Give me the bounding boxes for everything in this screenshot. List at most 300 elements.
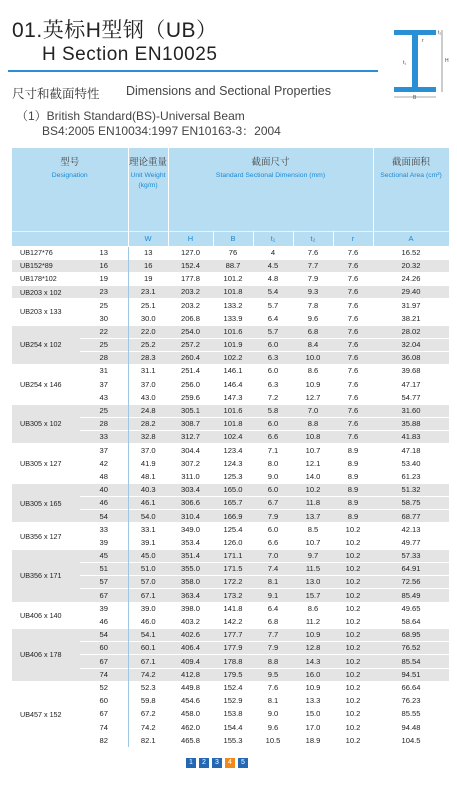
weight-code-cell: 28 [80,352,128,365]
value-cell: 8.1 [253,694,293,707]
value-cell: 10.2 [333,642,373,655]
value-cell: 206.8 [168,312,213,325]
value-cell: 37.0 [128,444,168,457]
value-cell: 7.6 [253,681,293,694]
value-cell: 403.2 [168,615,213,628]
weight-code-cell: 39 [80,536,128,549]
value-cell: 7.6 [333,272,373,285]
value-cell: 52.3 [128,681,168,694]
value-cell: 101.8 [213,417,253,430]
value-cell: 7.1 [253,444,293,457]
value-cell: 5.8 [253,404,293,417]
value-cell: 59.8 [128,694,168,707]
weight-code-cell: 23 [80,286,128,299]
symbol-cell: t₁ [253,231,293,246]
table-row [12,272,449,285]
props-en: Dimensions and Sectional Properties [126,84,331,98]
value-cell: 10.2 [333,655,373,668]
value-cell: 35.88 [373,417,449,430]
value-cell: 7.0 [293,404,333,417]
value-cell: 40.3 [128,483,168,496]
value-cell: 28.02 [373,325,449,338]
weight-code-cell: 31 [80,365,128,378]
value-cell: 51.0 [128,563,168,576]
value-cell: 311.0 [168,470,213,483]
value-cell: 7.8 [293,299,333,312]
value-cell: 76 [213,246,253,259]
value-cell: 12.8 [293,642,333,655]
value-cell: 13.7 [293,510,333,523]
value-cell: 39.0 [128,602,168,615]
value-cell: 412.8 [168,668,213,681]
value-cell: 85.55 [373,708,449,721]
weight-code-cell: 25 [80,299,128,312]
table-row [12,365,449,378]
value-cell: 10.2 [333,615,373,628]
value-cell: 10.2 [333,694,373,707]
value-cell: 76.52 [373,642,449,655]
value-cell: 4.5 [253,259,293,272]
value-cell: 349.0 [168,523,213,536]
table-row [12,299,449,312]
value-cell: 7.9 [253,510,293,523]
value-cell: 22.0 [128,325,168,338]
value-cell: 10.2 [333,708,373,721]
weight-code-cell: 74 [80,668,128,681]
value-cell: 152.4 [168,259,213,272]
value-cell: 15.0 [293,708,333,721]
value-cell: 8.0 [253,457,293,470]
value-cell: 7.6 [333,259,373,272]
web [412,35,418,87]
value-cell: 465.8 [168,734,213,747]
value-cell: 9.1 [253,589,293,602]
page-button-2[interactable]: 2 [199,758,209,768]
designation-cell: UB356 x 171 [12,549,80,602]
symbol-cell: H [168,231,213,246]
value-cell: 14.3 [293,655,333,668]
weight-code-cell: 30 [80,312,128,325]
value-cell: 61.23 [373,470,449,483]
weight-code-cell: 45 [80,549,128,562]
value-cell: 146.1 [213,365,253,378]
value-cell: 10.0 [293,352,333,365]
value-cell: 7.6 [333,286,373,299]
value-cell: 8.9 [333,457,373,470]
value-cell: 7.6 [293,246,333,259]
value-cell: 102.2 [213,352,253,365]
value-cell: 32.8 [128,431,168,444]
value-cell: 25.2 [128,338,168,351]
value-cell: 351.4 [168,549,213,562]
value-cell: 82.1 [128,734,168,747]
value-cell: 54.77 [373,391,449,404]
value-cell: 54.0 [128,510,168,523]
value-cell: 38.21 [373,312,449,325]
value-cell: 402.6 [168,628,213,641]
value-cell: 152.9 [213,694,253,707]
value-cell: 306.6 [168,497,213,510]
designation-cell: UB305 x 165 [12,483,80,523]
value-cell: 124.3 [213,457,253,470]
value-cell: 10.2 [333,523,373,536]
weight-code-cell: 52 [80,681,128,694]
value-cell: 9.0 [253,470,293,483]
table-row [12,628,449,641]
value-cell: 6.6 [253,536,293,549]
section-table [12,148,450,747]
value-cell: 33.1 [128,523,168,536]
value-cell: 47.17 [373,378,449,391]
value-cell: 307.2 [168,457,213,470]
value-cell: 31.97 [373,299,449,312]
table-row [12,286,449,299]
value-cell: 166.9 [213,510,253,523]
value-cell: 257.2 [168,338,213,351]
symbol-cell: t₂ [293,231,333,246]
value-cell: 85.49 [373,589,449,602]
designation-cell: UB203 x 102 [12,286,80,299]
value-cell: 36.08 [373,352,449,365]
bottom-flange [394,87,436,92]
value-cell: 178.8 [213,655,253,668]
value-cell: 8.4 [293,338,333,351]
value-cell: 11.8 [293,497,333,510]
value-cell: 16.52 [373,246,449,259]
designation-cell: UB127*76 [12,246,80,259]
weight-code-cell: 67 [80,589,128,602]
value-cell: 303.4 [168,483,213,496]
value-cell: 10.9 [293,628,333,641]
value-cell: 10.7 [293,444,333,457]
value-cell: 9.3 [293,286,333,299]
weight-code-cell: 42 [80,457,128,470]
value-cell: 254.0 [168,325,213,338]
designation-cell: UB305 x 102 [12,404,80,444]
value-cell: 8.5 [293,523,333,536]
value-cell: 66.64 [373,681,449,694]
page-button-4[interactable]: 4 [225,758,235,768]
value-cell: 12.7 [293,391,333,404]
value-cell: 29.40 [373,286,449,299]
table-row [12,602,449,615]
value-cell: 10.9 [293,681,333,694]
value-cell: 9.6 [253,721,293,734]
value-cell: 53.40 [373,457,449,470]
value-cell: 177.8 [168,272,213,285]
value-cell: 125.4 [213,523,253,536]
value-cell: 6.6 [253,431,293,444]
value-cell: 398.0 [168,602,213,615]
value-cell: 147.3 [213,391,253,404]
value-cell: 10.8 [293,431,333,444]
designation-cell: UB254 x 146 [12,365,80,405]
value-cell: 4.8 [253,272,293,285]
value-cell: 171.5 [213,563,253,576]
value-cell: 308.7 [168,417,213,430]
value-cell: 41.9 [128,457,168,470]
value-cell: 30.0 [128,312,168,325]
value-cell: 16.0 [293,668,333,681]
value-cell: 101.6 [213,325,253,338]
table-row [12,549,449,562]
symbol-cell: W [128,231,168,246]
weight-code-cell: 33 [80,431,128,444]
value-cell: 312.7 [168,431,213,444]
value-cell: 4 [253,246,293,259]
value-cell: 363.4 [168,589,213,602]
value-cell: 5.4 [253,286,293,299]
weight-code-cell: 37 [80,378,128,391]
value-cell: 58.75 [373,497,449,510]
value-cell: 24.8 [128,404,168,417]
value-cell: 6.4 [253,312,293,325]
value-cell: 10.2 [333,563,373,576]
page-pager [186,758,248,769]
value-cell: 7.6 [333,378,373,391]
value-cell: 152.4 [213,681,253,694]
h-section-diagram [390,22,452,100]
value-cell: 101.8 [213,286,253,299]
value-cell: 8.9 [333,510,373,523]
value-cell: 39.1 [128,536,168,549]
props-zh: 尺寸和截面特性 [12,87,100,101]
value-cell: 10.2 [333,589,373,602]
value-cell: 177.7 [213,628,253,641]
table-row [12,444,449,457]
designation-cell: UB406 x 178 [12,628,80,681]
value-cell: 355.0 [168,563,213,576]
weight-code-cell: 51 [80,563,128,576]
weight-code-cell: 19 [80,272,128,285]
value-cell: 101.2 [213,272,253,285]
value-cell: 10.2 [333,721,373,734]
value-cell: 353.4 [168,536,213,549]
value-cell: 123.4 [213,444,253,457]
value-cell: 7.6 [333,246,373,259]
top-flange [394,30,436,35]
symbol-cell: B [213,231,253,246]
value-cell: 10.2 [333,681,373,694]
value-cell: 133.2 [213,299,253,312]
weight-code-cell: 67 [80,655,128,668]
value-cell: 203.2 [168,299,213,312]
dim-r-label: r [422,38,424,44]
value-cell: 154.4 [213,721,253,734]
dim-t1-label: t₁ [403,60,407,66]
value-cell: 7.6 [333,338,373,351]
value-cell: 155.3 [213,734,253,747]
value-cell: 16 [128,259,168,272]
value-cell: 7.6 [333,417,373,430]
designation-cell: UB254 x 102 [12,325,80,365]
symbol-cell: r [333,231,373,246]
value-cell: 39.68 [373,365,449,378]
symbol-cell: A [373,231,449,246]
header-area: 截面面积 Sectional Area (cm²) [373,148,449,231]
value-cell: 146.4 [213,378,253,391]
value-cell: 7.7 [293,259,333,272]
value-cell: 171.1 [213,549,253,562]
value-cell: 37.0 [128,378,168,391]
value-cell: 6.7 [253,497,293,510]
value-cell: 10.2 [333,536,373,549]
value-cell: 24.26 [373,272,449,285]
weight-code-cell: 60 [80,642,128,655]
value-cell: 31.1 [128,365,168,378]
value-cell: 10.2 [333,549,373,562]
weight-code-cell: 43 [80,391,128,404]
weight-code-cell: 60 [80,694,128,707]
value-cell: 57.33 [373,549,449,562]
value-cell: 153.8 [213,708,253,721]
value-cell: 7.4 [253,563,293,576]
value-cell: 7.9 [253,642,293,655]
value-cell: 6.0 [253,483,293,496]
value-cell: 6.0 [253,417,293,430]
value-cell: 8.6 [293,602,333,615]
symbol-designation [12,231,128,246]
value-cell: 57.0 [128,576,168,589]
title-rule [8,70,378,72]
value-cell: 406.4 [168,642,213,655]
value-cell: 42.13 [373,523,449,536]
table-row [12,523,449,536]
table-row [12,246,449,259]
value-cell: 11.5 [293,563,333,576]
value-cell: 41.83 [373,431,449,444]
value-cell: 10.2 [333,576,373,589]
title-zh: 01.英标H型钢（UB） [12,19,218,42]
value-cell: 449.8 [168,681,213,694]
value-cell: 67.2 [128,708,168,721]
value-cell: 46.0 [128,615,168,628]
value-cell: 51.32 [373,483,449,496]
value-cell: 142.2 [213,615,253,628]
value-cell: 9.7 [293,549,333,562]
table-header [12,148,449,231]
value-cell: 74.2 [128,721,168,734]
value-cell: 49.65 [373,602,449,615]
value-cell: 256.0 [168,378,213,391]
page-button-5[interactable]: 5 [238,758,248,768]
value-cell: 260.4 [168,352,213,365]
designation-cell: UB356 x 127 [12,523,80,549]
value-cell: 133.9 [213,312,253,325]
value-cell: 101.9 [213,338,253,351]
weight-code-cell: 54 [80,628,128,641]
value-cell: 9.0 [253,708,293,721]
value-cell: 7.6 [333,325,373,338]
value-cell: 68.95 [373,628,449,641]
designation-cell: UB457 x 152 [12,681,80,746]
value-cell: 7.0 [253,549,293,562]
value-cell: 43.0 [128,391,168,404]
value-cell: 7.6 [333,299,373,312]
value-cell: 67.1 [128,589,168,602]
designation-cell: UB305 x 127 [12,444,80,484]
page-button-3[interactable]: 3 [212,758,222,768]
dim-h-label: H [445,58,449,64]
value-cell: 6.0 [253,523,293,536]
value-cell: 172.2 [213,576,253,589]
value-cell: 126.0 [213,536,253,549]
weight-code-cell: 54 [80,510,128,523]
designation-cell: UB178*102 [12,272,80,285]
weight-code-cell: 28 [80,417,128,430]
value-cell: 458.0 [168,708,213,721]
value-cell: 49.77 [373,536,449,549]
value-cell: 310.4 [168,510,213,523]
value-cell: 10.2 [333,734,373,747]
value-cell: 165.7 [213,497,253,510]
value-cell: 462.0 [168,721,213,734]
table-row [12,325,449,338]
weight-code-cell: 48 [80,470,128,483]
table-row [12,681,449,694]
value-cell: 8.9 [333,497,373,510]
value-cell: 10.2 [293,483,333,496]
value-cell: 25.1 [128,299,168,312]
value-cell: 12.1 [293,457,333,470]
value-cell: 31.60 [373,404,449,417]
value-cell: 47.18 [373,444,449,457]
value-cell: 6.0 [253,338,293,351]
value-cell: 7.6 [333,312,373,325]
value-cell: 94.48 [373,721,449,734]
value-cell: 32.04 [373,338,449,351]
value-cell: 5.7 [253,325,293,338]
value-cell: 141.8 [213,602,253,615]
value-cell: 13.3 [293,694,333,707]
page-button-1[interactable]: 1 [186,758,196,768]
value-cell: 177.9 [213,642,253,655]
value-cell: 7.2 [253,391,293,404]
value-cell: 58.64 [373,615,449,628]
value-cell: 6.0 [253,365,293,378]
value-cell: 8.6 [293,365,333,378]
value-cell: 6.8 [253,615,293,628]
weight-code-cell: 13 [80,246,128,259]
value-cell: 358.0 [168,576,213,589]
value-cell: 8.1 [253,576,293,589]
value-cell: 10.2 [333,628,373,641]
value-cell: 9.6 [293,312,333,325]
value-cell: 8.8 [253,655,293,668]
value-cell: 23.1 [128,286,168,299]
value-cell: 6.4 [253,602,293,615]
weight-code-cell: 22 [80,325,128,338]
weight-code-cell: 46 [80,615,128,628]
header-weight: 理论重量 Unit Weight (kg/m) [128,148,168,231]
value-cell: 13 [128,246,168,259]
weight-code-cell: 25 [80,338,128,351]
weight-code-cell: 57 [80,576,128,589]
value-cell: 28.2 [128,417,168,430]
value-cell: 6.3 [253,378,293,391]
value-cell: 104.5 [373,734,449,747]
value-cell: 409.4 [168,655,213,668]
value-cell: 54.1 [128,628,168,641]
value-cell: 10.5 [253,734,293,747]
value-cell: 7.9 [293,272,333,285]
header-dimensions: 截面尺寸 Standard Sectional Dimension (mm) [168,148,373,231]
weight-code-cell: 25 [80,404,128,417]
value-cell: 10.9 [293,378,333,391]
value-cell: 85.54 [373,655,449,668]
value-cell: 11.2 [293,615,333,628]
designation-cell: UB152*89 [12,259,80,272]
